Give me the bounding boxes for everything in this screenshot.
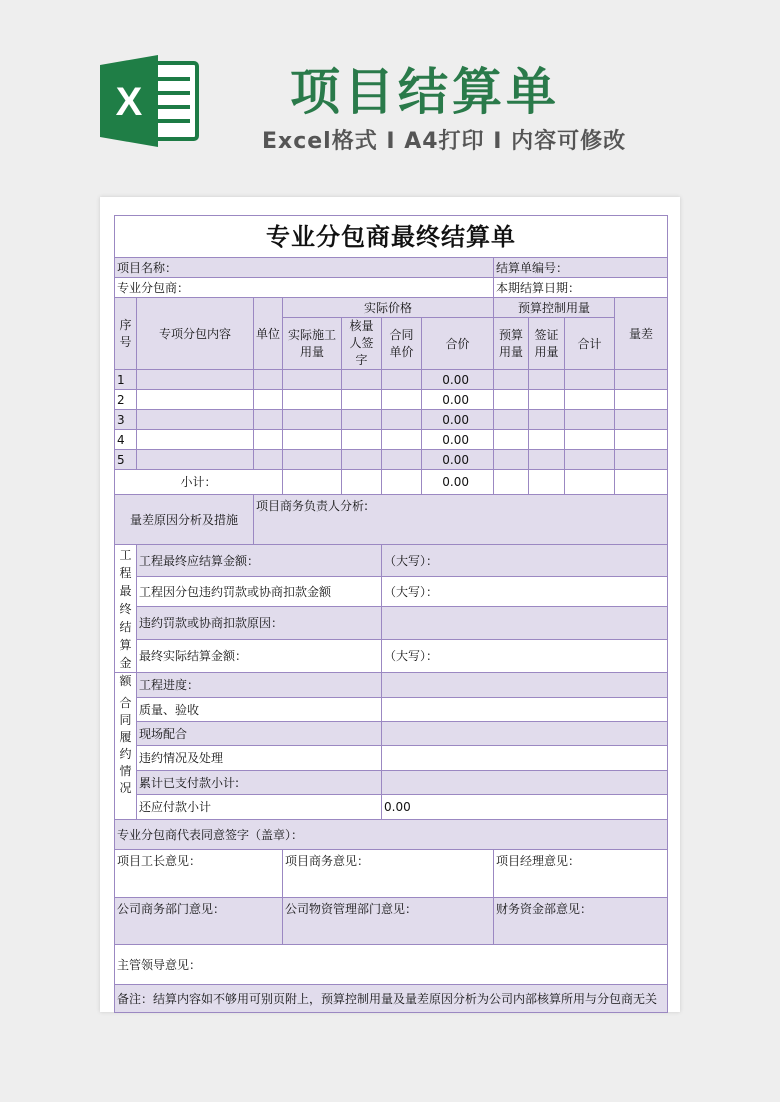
cell[interactable] — [382, 410, 422, 430]
cell[interactable] — [342, 450, 382, 470]
row-number[interactable]: 5 — [115, 450, 137, 470]
cell[interactable] — [382, 430, 422, 450]
col-unit: 单位 — [254, 298, 283, 370]
cell[interactable] — [615, 450, 668, 470]
page-title: 项目结算单 — [290, 63, 560, 121]
final-label: 最终实际结算金额： — [137, 640, 382, 673]
perf-value[interactable] — [382, 771, 668, 795]
row-number[interactable]: 3 — [115, 410, 137, 430]
final-value[interactable]: （大写）： — [382, 577, 668, 607]
col-checker: 核量人签字 — [342, 318, 382, 370]
subtotal-label: 小计： — [115, 470, 283, 495]
cell[interactable] — [529, 370, 565, 390]
col-unit-price: 合同单价 — [382, 318, 422, 370]
cell[interactable] — [254, 450, 283, 470]
table-row — [115, 370, 668, 390]
opinion-business[interactable]: 项目商务意见： — [283, 850, 494, 898]
leader-opinion[interactable]: 主管领导意见： — [115, 945, 668, 985]
opinion-materials[interactable]: 公司物资管理部门意见： — [283, 898, 494, 945]
final-group-label: 工程最终结算金额 — [119, 547, 132, 688]
col-content: 专项分包内容 — [137, 298, 254, 370]
cell[interactable] — [565, 450, 615, 470]
subcontractor-field[interactable]: 专业分包商： — [115, 278, 494, 298]
final-label: 工程因分包违约罚款或协商扣款金额 — [137, 577, 382, 607]
sign-field[interactable]: 专业分包商代表同意签字（盖章）： — [115, 820, 668, 850]
perf-label: 还应付款小计 — [137, 795, 382, 820]
cell[interactable] — [382, 390, 422, 410]
perf-value[interactable]: 0.00 — [382, 795, 668, 820]
cell[interactable] — [494, 450, 529, 470]
table-row — [115, 390, 668, 410]
cell[interactable] — [137, 450, 254, 470]
perf-value[interactable] — [382, 698, 668, 722]
row-total-price[interactable]: 0.00 — [422, 450, 494, 470]
cell[interactable] — [382, 450, 422, 470]
final-label: 工程最终应结算金额： — [137, 545, 382, 577]
row-number[interactable]: 2 — [115, 390, 137, 410]
perf-value[interactable] — [382, 673, 668, 698]
opinion-finance[interactable]: 财务资金部意见： — [494, 898, 668, 945]
cell[interactable] — [529, 450, 565, 470]
row-number[interactable]: 1 — [115, 370, 137, 390]
cell[interactable] — [342, 390, 382, 410]
col-actual-price: 实际价格 — [283, 298, 494, 318]
perf-label: 工程进度： — [137, 673, 382, 698]
table-row — [115, 450, 668, 470]
opinion-company-business[interactable]: 公司商务部门意见： — [115, 898, 283, 945]
col-total-price: 合价 — [422, 318, 494, 370]
cell[interactable] — [565, 410, 615, 430]
cell[interactable] — [283, 410, 342, 430]
cell[interactable] — [342, 410, 382, 430]
perf-value[interactable] — [382, 746, 668, 771]
col-budget: 预算控制用量 — [494, 298, 615, 318]
row-number[interactable]: 4 — [115, 430, 137, 450]
cell[interactable] — [283, 370, 342, 390]
cell[interactable] — [615, 370, 668, 390]
table-row — [115, 430, 668, 450]
final-label: 违约罚款或协商扣款原因： — [137, 607, 382, 640]
col-actual-qty: 实际施工用量 — [283, 318, 342, 370]
cell[interactable] — [615, 430, 668, 450]
perf-value[interactable] — [382, 722, 668, 746]
perf-label: 违约情况及处理 — [137, 746, 382, 771]
excel-logo-icon — [100, 55, 200, 147]
cell[interactable] — [254, 430, 283, 450]
final-value[interactable]: （大写）： — [382, 545, 668, 577]
settle-date-field[interactable]: 本期结算日期： — [494, 278, 668, 298]
cell[interactable] — [254, 370, 283, 390]
cell[interactable] — [137, 370, 254, 390]
table-row — [115, 410, 668, 430]
note: 备注：结算内容如不够用可别页附上，预算控制用量及量差原因分析为公司内部核算所用与分包商无关 — [115, 985, 668, 1013]
svg-text:X: X — [115, 80, 143, 124]
cell[interactable] — [494, 430, 529, 450]
page-subtitle: Excel格式 I A4打印 I 内容可修改 — [262, 129, 627, 154]
cell[interactable] — [137, 430, 254, 450]
cell[interactable] — [565, 390, 615, 410]
cell[interactable] — [529, 430, 565, 450]
cell[interactable] — [254, 410, 283, 430]
cell[interactable] — [494, 390, 529, 410]
opinion-foreman[interactable]: 项目工长意见： — [115, 850, 283, 898]
col-sum: 合计 — [565, 318, 615, 370]
cell[interactable] — [494, 370, 529, 390]
settlement-table — [114, 215, 668, 1013]
perf-label: 现场配合 — [137, 722, 382, 746]
cell[interactable] — [283, 450, 342, 470]
cell[interactable] — [565, 430, 615, 450]
final-value[interactable] — [382, 607, 668, 640]
project-name-field[interactable]: 项目名称： — [115, 258, 494, 278]
cell[interactable] — [565, 370, 615, 390]
cell[interactable] — [615, 410, 668, 430]
opinion-manager[interactable]: 项目经理意见： — [494, 850, 668, 898]
cell[interactable] — [382, 370, 422, 390]
cell[interactable] — [283, 390, 342, 410]
col-visa-qty: 签证用量 — [529, 318, 565, 370]
settle-no-field[interactable]: 结算单编号： — [494, 258, 668, 278]
manager-analysis-field[interactable]: 项目商务负责人分析: — [254, 495, 668, 545]
cell[interactable] — [137, 390, 254, 410]
col-budget-qty: 预算用量 — [494, 318, 529, 370]
cell[interactable] — [342, 370, 382, 390]
row-total-price[interactable]: 0.00 — [422, 390, 494, 410]
perf-label: 质量、验收 — [137, 698, 382, 722]
sheet-title: 专业分包商最终结算单 — [115, 216, 668, 258]
cell[interactable] — [615, 390, 668, 410]
perf-label: 累计已支付款小计: — [137, 771, 382, 795]
col-diff: 量差 — [615, 298, 668, 370]
cell[interactable] — [137, 410, 254, 430]
cell[interactable] — [529, 390, 565, 410]
cell[interactable] — [342, 430, 382, 450]
cell[interactable] — [529, 410, 565, 430]
row-total-price[interactable]: 0.00 — [422, 370, 494, 390]
final-value[interactable]: （大写）： — [382, 640, 668, 673]
cell[interactable] — [494, 410, 529, 430]
cell[interactable] — [254, 390, 283, 410]
diff-analysis-label: 量差原因分析及措施 — [115, 495, 254, 545]
perf-group-label: 合同履约情况 — [115, 673, 137, 820]
row-total-price[interactable]: 0.00 — [422, 430, 494, 450]
subtotal-value: 0.00 — [422, 470, 494, 495]
col-seq: 序号 — [115, 298, 137, 370]
row-total-price[interactable]: 0.00 — [422, 410, 494, 430]
cell[interactable] — [283, 430, 342, 450]
